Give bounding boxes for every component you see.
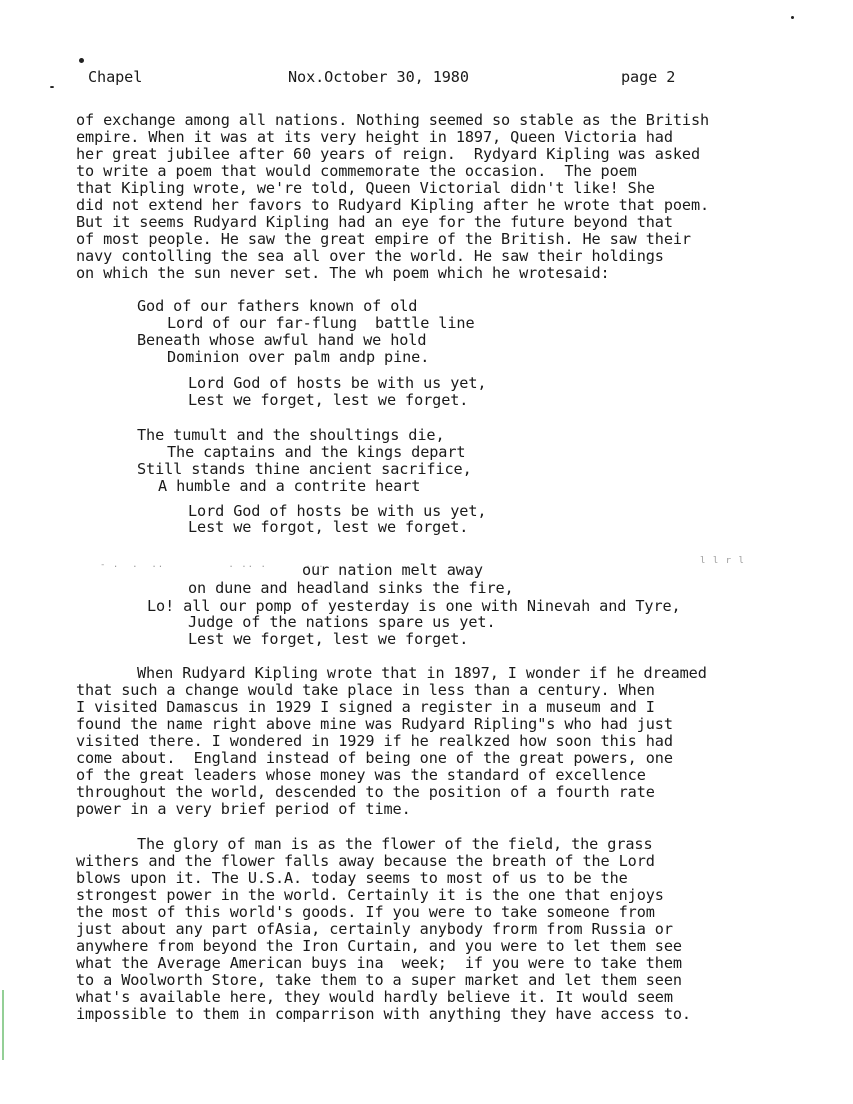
para3-line: the most of this world's goods. If you were to take someone from <box>76 903 655 921</box>
poem-line: Still stands thine ancient sacrifice, <box>137 460 472 478</box>
poem-refrain-line: Lest we forget, lest we forget. <box>188 391 469 409</box>
para1-line: her great jubilee after 60 years of reign. Rydyard Kipling was asked <box>76 145 701 163</box>
para1-line: did not extend her favors to Rudyard Kipling after he wrote that poem. <box>76 196 710 214</box>
poem-line: Judge of the nations spare us yet. <box>188 613 496 631</box>
scan-speck <box>50 86 54 88</box>
scan-speck <box>791 16 794 19</box>
scan-speck <box>79 58 84 63</box>
para1-line: empire. When it was at its very height in 1897, Queen Victoria had <box>76 128 673 146</box>
para1-line: of exchange among all nations. Nothing seemed so stable as the British <box>76 111 710 129</box>
para1-line: on which the sun never set. The wh poem which he wrotesaid: <box>76 264 610 282</box>
poem-line: The tumult and the shoultings die, <box>137 426 445 444</box>
para3-line: The glory of man is as the flower of the field, the grass <box>137 835 653 853</box>
para2-line: throughout the world, descended to the position of a fourth rate <box>76 783 655 801</box>
para1-line: to write a poem that would commemorate the occasion. The poem <box>76 162 637 180</box>
para3-line: just about any part ofAsia, certainly anybody frorm from Russia or <box>76 920 673 938</box>
header-date: Nox.October 30, 1980 <box>288 68 469 86</box>
poem-line: Lest we forget, lest we forget. <box>188 630 469 648</box>
poem-line: Beneath whose awful hand we hold <box>137 331 427 349</box>
para2-line: power in a very brief period of time. <box>76 800 411 818</box>
poem-line: Lord of our far-flung battle line <box>167 314 475 332</box>
poem-line: our nation melt away <box>302 561 483 579</box>
poem-line: on dune and headland sinks the fire, <box>188 579 514 597</box>
para2-line: visited there. I wondered in 1929 if he realkzed how soon this had <box>76 732 673 750</box>
header-page-number: page 2 <box>621 68 676 86</box>
faint-scan-text: l l r l <box>700 556 745 566</box>
para2-line: of the great leaders whose money was the standard of excellence <box>76 766 646 784</box>
para3-line: withers and the flower falls away because the breath of the Lord <box>76 852 655 870</box>
para1-line: of most people. He saw the great empire of the British. He saw their <box>76 230 691 248</box>
poem-line: Lo! all our pomp of yesterday is one with Ninevah and Tyre, <box>147 597 681 615</box>
para1-line: navy contolling the sea all over the world. He saw their holdings <box>76 247 664 265</box>
poem-refrain-line: Lord God of hosts be with us yet, <box>188 502 487 520</box>
poem-line: Dominion over palm andp pine. <box>167 348 430 366</box>
para2-line: come about. England instead of being one of the great powers, one <box>76 749 673 767</box>
para3-line: what the Average American buys ina week; if you were to take them <box>76 954 682 972</box>
para2-line: that such a change would take place in less than a century. When <box>76 681 655 699</box>
para2-line: found the name right above mine was Rudyard Ripling"s who had just <box>76 715 673 733</box>
para2-line: When Rudyard Kipling wrote that in 1897, I wonder if he dreamed <box>137 664 707 682</box>
para1-line: But it seems Rudyard Kipling had an eye for the future beyond that <box>76 213 673 231</box>
faint-scan-text: - . . .. . .. . ... <box>100 560 325 570</box>
para1-line: that Kipling wrote, we're told, Queen Victorial didn't like! She <box>76 179 655 197</box>
poem-refrain-line: Lest we forgot, lest we forget. <box>188 518 469 536</box>
para3-line: impossible to them in comparrison with anything they have access to. <box>76 1005 691 1023</box>
poem-refrain-line: Lord God of hosts be with us yet, <box>188 374 487 392</box>
para3-line: to a Woolworth Store, take them to a super market and let them seen <box>76 971 682 989</box>
para3-line: strongest power in the world. Certainly it is the one that enjoys <box>76 886 664 904</box>
poem-line: God of our fathers known of old <box>137 297 418 315</box>
para3-line: what's available here, they would hardly believe it. It would seem <box>76 988 673 1006</box>
para3-line: blows upon it. The U.S.A. today seems to most of us to be the <box>76 869 628 887</box>
para3-line: anywhere from beyond the Iron Curtain, and you were to let them see <box>76 937 682 955</box>
para2-line: I visited Damascus in 1929 I signed a register in a museum and I <box>76 698 655 716</box>
header-left: Chapel <box>88 68 143 86</box>
poem-line: The captains and the kings depart <box>167 443 466 461</box>
poem-line: A humble and a contrite heart <box>158 477 421 495</box>
scan-edge-mark <box>2 990 4 1060</box>
